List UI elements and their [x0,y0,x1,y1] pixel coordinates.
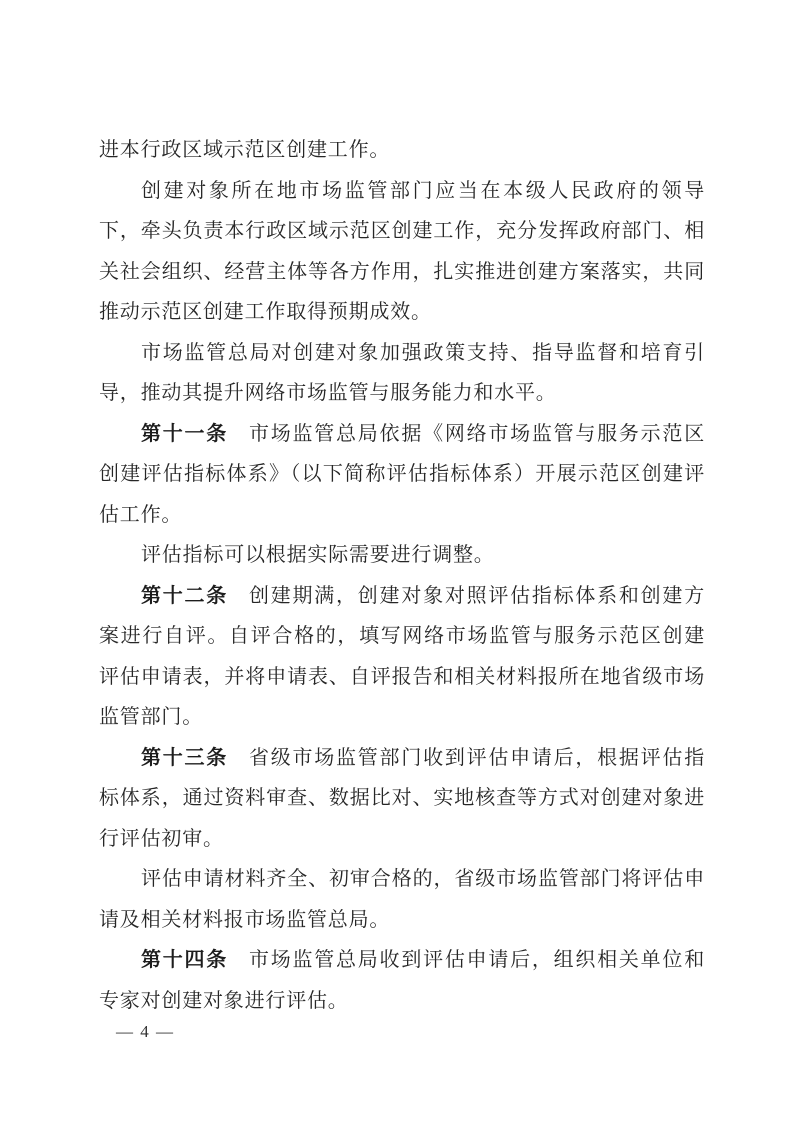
line-text: 导，推动其提升网络市场监管与服务能力和水平。 [99,382,557,404]
text-line [99,535,705,576]
article-number: 第十二条 [141,584,229,607]
line-text: 市场监管总局依据《网络市场监管与服务示范区 [248,422,705,445]
article-number-gap [228,601,248,602]
line-text: 评估申请表，并将申请表、自评报告和相关材料报所在地省级市场 [99,665,705,688]
line-text: 创建对象所在地市场监管部门应当在本级人民政府的领导 [141,179,705,202]
line-text: 请及相关材料报市场监管总局。 [99,908,391,931]
text-line [99,576,705,617]
line-text: 行评估初审。 [99,827,224,850]
line-text: 案进行自评。自评合格的，填写网络市场监管与服务示范区创建 [99,625,705,647]
text-line [99,414,705,455]
article-number-gap [228,763,248,764]
page-number: — 4 — [116,1022,175,1041]
article-number: 第十一条 [141,422,229,445]
line-text: 评估指标可以根据实际需要进行调整。 [141,544,495,566]
line-text: 创建评估指标体系》（以下简称评估指标体系）开展示范区创建评 [99,463,705,485]
text-line [99,981,705,1022]
text-line [99,495,705,536]
text-line [99,778,705,819]
article-number: 第十四条 [141,949,229,971]
line-text: 下，牵头负责本行政区域示范区创建工作，充分发挥政府部门、相 [99,220,705,242]
article-number-gap [228,439,248,440]
text-line [99,454,705,495]
line-text: 推动示范区创建工作取得预期成效。 [99,301,432,323]
text-line [99,940,705,981]
line-text: 关社会组织、经营主体等各方作用，扎实推进创建方案落实，共同 [99,260,705,283]
line-text: 评估申请材料齐全、初审合格的，省级市场监管部门将评估申 [141,868,705,890]
text-line [99,697,705,738]
text-line [99,900,705,941]
text-line [99,819,705,860]
line-text: 监管部门。 [99,706,203,728]
line-text: 专家对创建对象进行评估。 [99,989,349,1012]
text-line [99,738,705,779]
line-text: 省级市场监管部门收到评估申请后，根据评估指 [248,746,705,769]
line-text: 进本行政区域示范区创建工作。 [99,139,391,161]
text-line [99,616,705,657]
text-line [99,859,705,900]
line-text: 市场监管总局收到评估申请后，组织相关单位和 [248,949,705,971]
text-line [99,171,705,212]
article-number-gap [228,965,248,966]
text-line [99,130,705,171]
article-number: 第十三条 [141,746,229,769]
line-text: 估工作。 [99,503,183,526]
line-text: 标体系，通过资料审查、数据比对、实地核查等方式对创建对象进 [99,787,705,809]
line-text: 创建期满，创建对象对照评估指标体系和创建方 [248,584,705,607]
document-body [99,130,705,1021]
text-line [99,252,705,293]
text-line [99,373,705,414]
text-line [99,211,705,252]
text-line [99,292,705,333]
text-line [99,333,705,374]
text-line [99,657,705,698]
line-text: 市场监管总局对创建对象加强政策支持、指导监督和培育引 [141,341,705,364]
